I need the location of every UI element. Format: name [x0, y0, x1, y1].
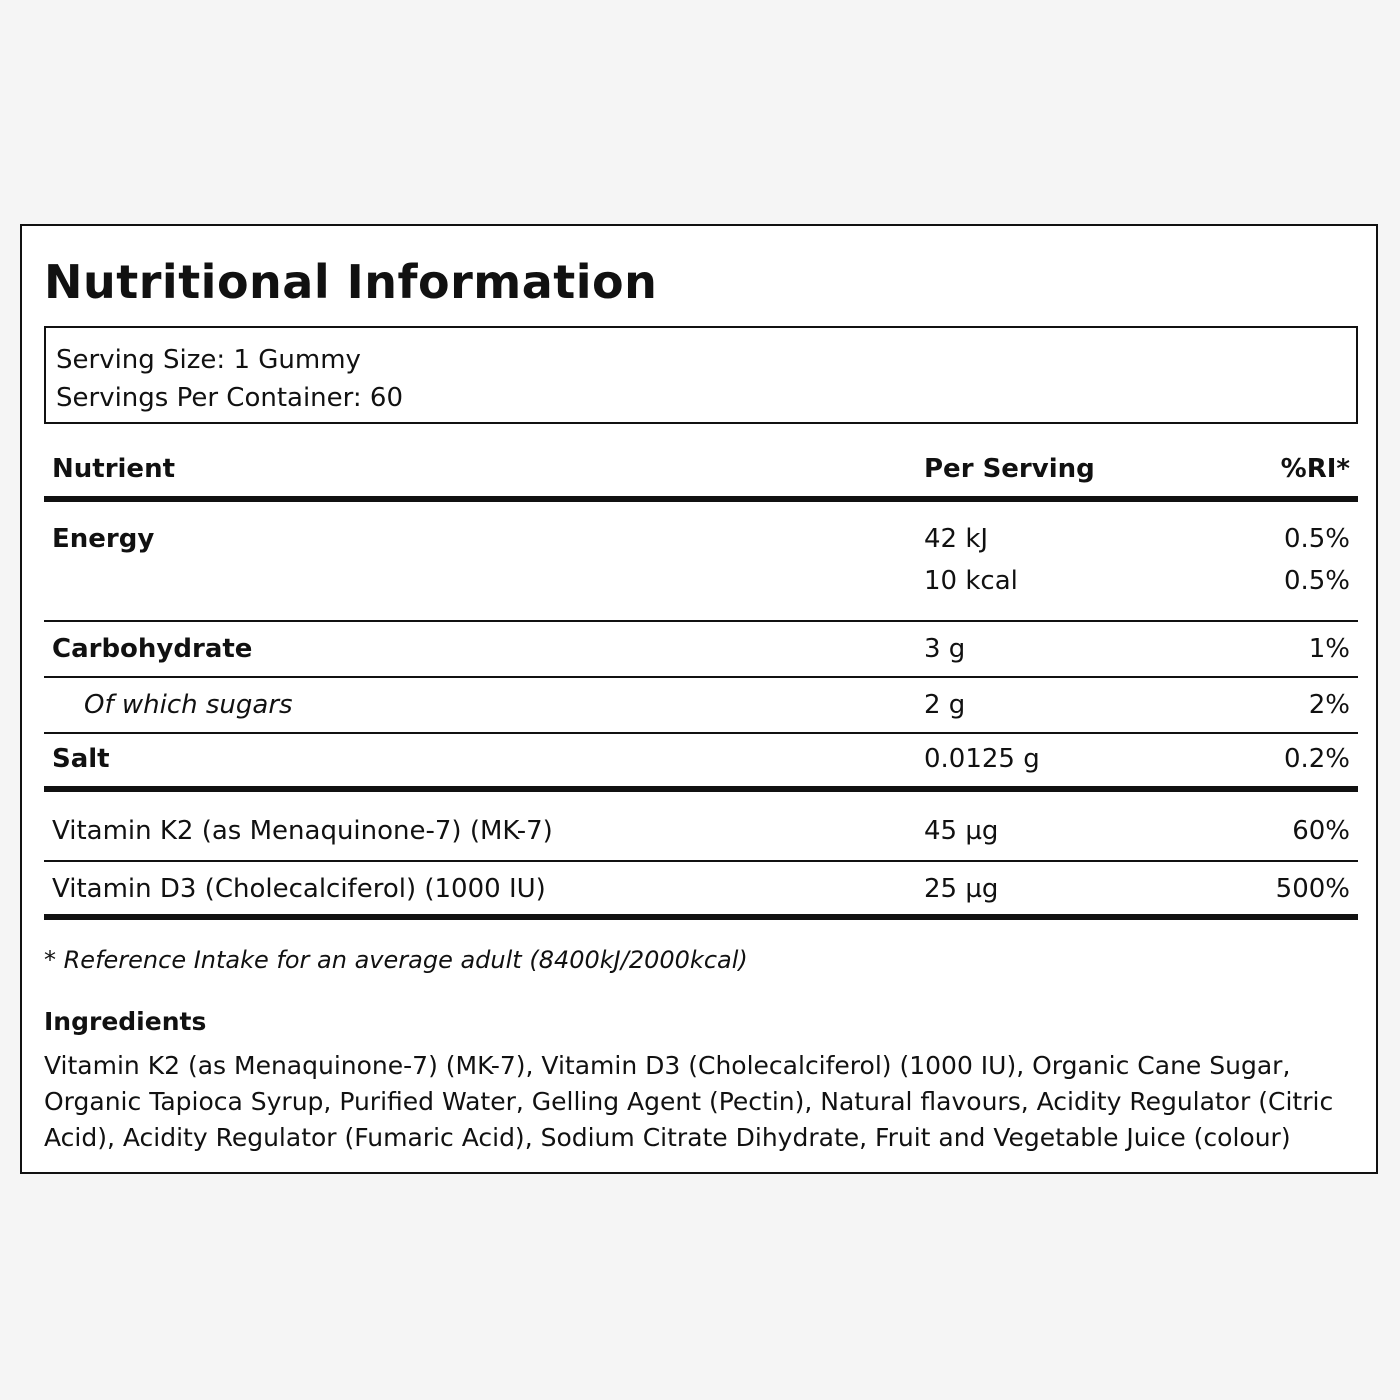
ri-value: 500%	[1275, 874, 1350, 904]
table-row-vitamin-d3	[44, 862, 1358, 920]
ri-value: 1%	[1308, 634, 1350, 664]
nutrient-name: Vitamin D3 (Cholecalciferol) (1000 IU)	[52, 874, 546, 904]
table-row-vitamin-k2	[44, 792, 1358, 862]
header-ri: %RI*	[1280, 454, 1350, 484]
table-row-energy-kcal	[44, 556, 1358, 622]
nutrition-label	[20, 224, 1378, 1174]
per-serving-value: 25 µg	[924, 874, 999, 904]
ri-value: 0.5%	[1283, 566, 1350, 596]
reference-intake-footnote: * Reference Intake for an average adult (8400kJ/2000kcal)	[44, 946, 748, 974]
ingredients-list: Vitamin K2 (as Menaquinone-7) (MK-7), Vitamin D3 (Cholecalciferol) (1000 IU), Organic Cane Sugar, Organic Tapioca Syrup, Purified Water, Gelling Agent (Pectin), Natural flavours, Acidity Regulator (Citric Acid), Acidity Regulator (Fumaric Acid), Sodium Citrate Dihydrate, Fruit and Vegetable Juice (colour)	[44, 1051, 1334, 1152]
nutrient-name: Salt	[52, 744, 110, 774]
ri-value: 0.5%	[1283, 524, 1350, 554]
header-nutrient: Nutrient	[52, 454, 176, 484]
nutrient-name: Vitamin K2 (as Menaquinone-7) (MK-7)	[52, 816, 553, 846]
table-row-salt	[44, 734, 1358, 792]
table-row-energy-kj	[44, 502, 1358, 556]
ingredients-heading: Ingredients	[44, 1007, 207, 1036]
nutrient-name: Carbohydrate	[52, 634, 253, 664]
ri-value: 60%	[1292, 816, 1350, 846]
per-serving-value: 3 g	[924, 634, 966, 664]
ri-value: 2%	[1308, 690, 1350, 720]
per-serving-value: 2 g	[924, 690, 966, 720]
nutrient-name: Energy	[52, 524, 155, 554]
per-serving-value: 45 µg	[924, 816, 999, 846]
per-serving-value: 10 kcal	[924, 566, 1018, 596]
nutrient-name: Of which sugars	[84, 690, 293, 720]
serving-info-box	[44, 326, 1358, 424]
table-row-carbohydrate	[44, 622, 1358, 678]
serving-size: Serving Size: 1 Gummy	[56, 345, 361, 375]
header-per-serving: Per Serving	[924, 454, 1095, 484]
label-title: Nutritional Information	[44, 255, 658, 309]
per-serving-value: 0.0125 g	[924, 744, 1040, 774]
servings-per-container: Servings Per Container: 60	[56, 383, 404, 413]
per-serving-value: 42 kJ	[924, 524, 989, 554]
table-row-sugars	[44, 678, 1358, 734]
table-header-row	[44, 444, 1358, 502]
ri-value: 0.2%	[1283, 744, 1350, 774]
nutrition-table	[44, 444, 1358, 920]
